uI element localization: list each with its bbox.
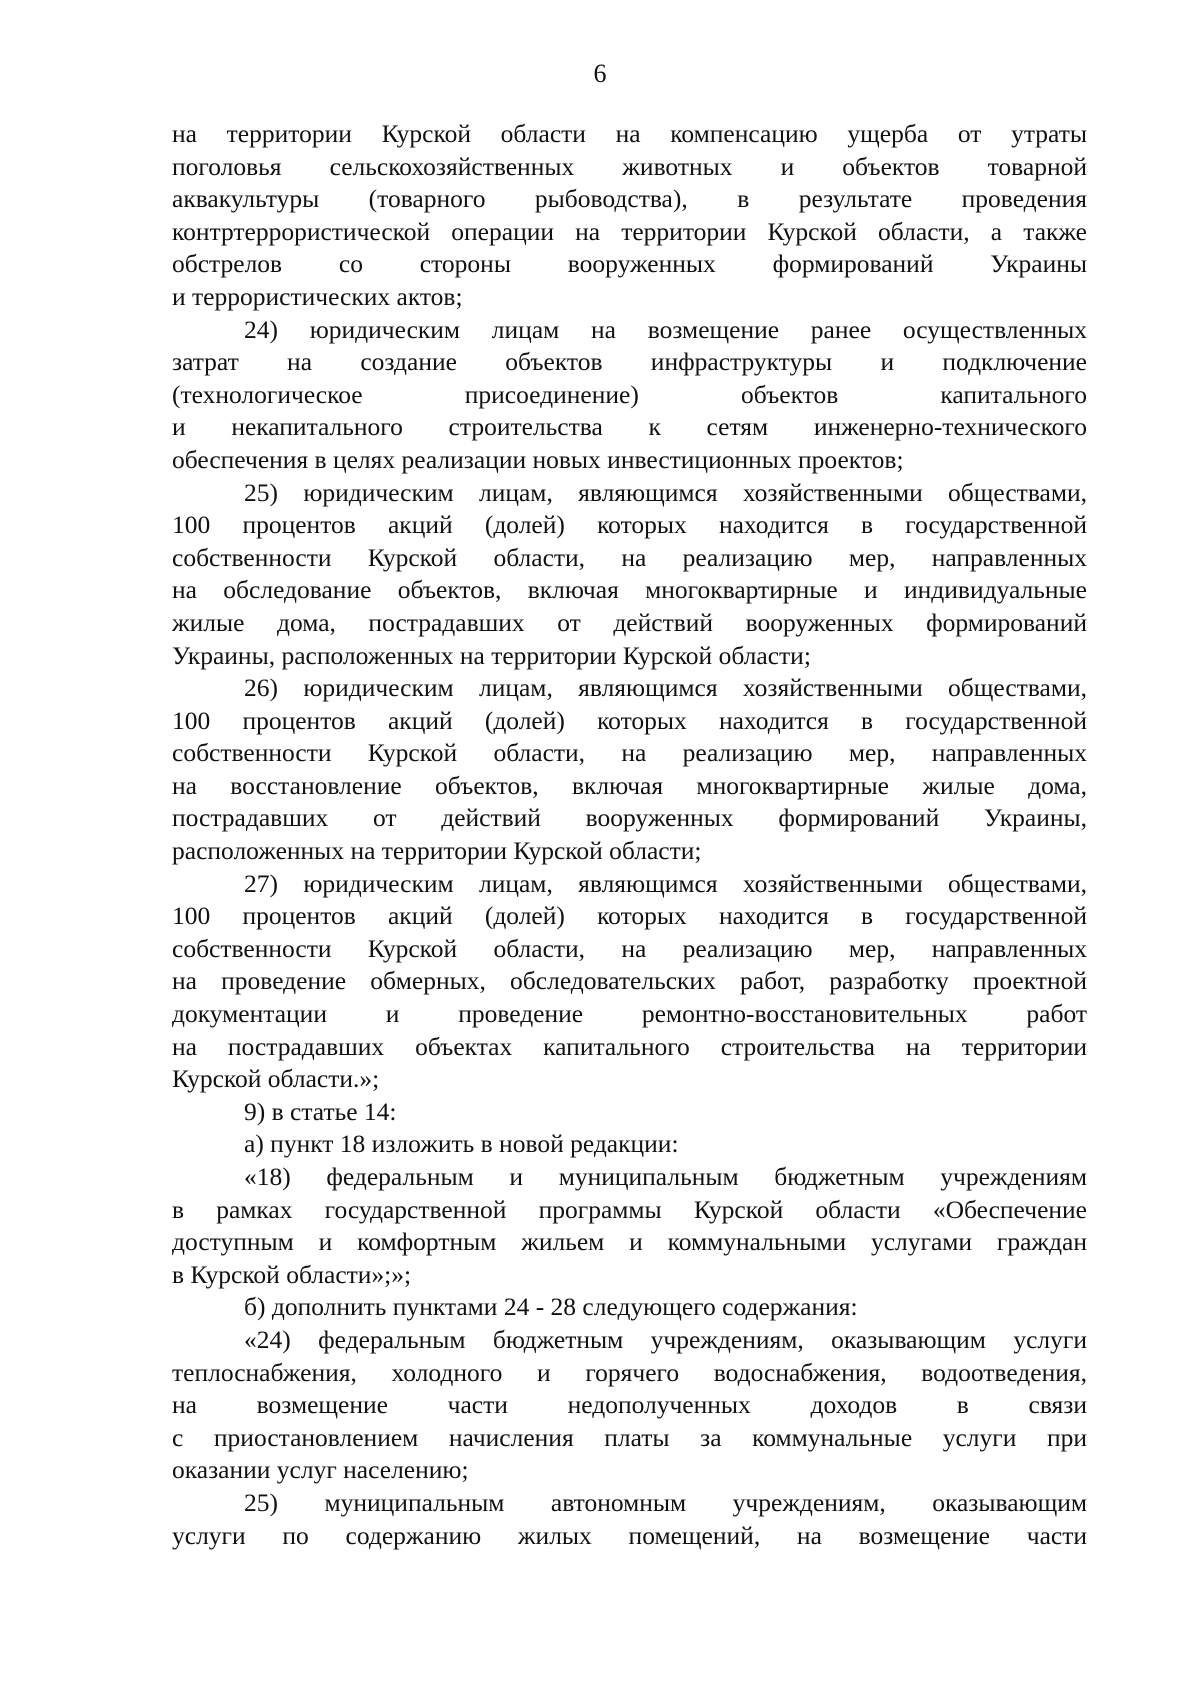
- text-line: услуги по содержанию жилых помещений, на возмещение части: [172, 1520, 1087, 1550]
- page-number: 6: [593, 59, 607, 88]
- text-line: 26) юридическим лицам, являющимся хозяйственными обществами,: [244, 673, 1087, 703]
- text-line: теплоснабжения, холодного и горячего водоснабжения, водоотведения,: [172, 1357, 1087, 1387]
- text-line: затрат на создание объектов инфраструктуры и подключение: [172, 347, 1087, 377]
- text-line: в Курской области»;»;: [172, 1259, 412, 1289]
- text-line: жилые дома, пострадавших от действий вооруженных формирований: [172, 607, 1087, 637]
- text-line: 25) муниципальным автономным учреждениям, оказывающим: [244, 1487, 1087, 1517]
- text-line: пострадавших от действий вооруженных формирований Украины,: [172, 803, 1087, 833]
- text-line: обеспечения в целях реализации новых инвестиционных проектов;: [172, 444, 904, 474]
- text-line: 27) юридическим лицам, являющимся хозяйственными обществами,: [244, 868, 1087, 898]
- text-line: аквакультуры (товарного рыбоводства), в результате проведения: [172, 184, 1087, 214]
- text-line: контртеррористической операции на территории Курской области, а также: [172, 216, 1087, 246]
- text-line: 100 процентов акций (долей) которых находится в государственной: [172, 510, 1087, 540]
- text-line: оказании услуг населению;: [172, 1455, 469, 1485]
- text-line: поголовья сельскохозяйственных животных и объектов товарной: [172, 151, 1087, 181]
- text-line: в рамках государственной программы Курской области «Обеспечение: [172, 1194, 1087, 1224]
- text-line: на пострадавших объектах капитального строительства на территории: [172, 1031, 1087, 1061]
- text-line: собственности Курской области, на реализацию мер, направленных: [172, 933, 1087, 963]
- text-line: на возмещение части недополученных доходов в связи: [172, 1390, 1087, 1420]
- text-line: Украины, расположенных на территории Курской области;: [172, 640, 811, 670]
- text-line: документации и проведение ремонтно-восстановительных работ: [172, 999, 1087, 1029]
- text-line: на обследование объектов, включая многоквартирные и индивидуальные: [172, 575, 1087, 605]
- text-line: обстрелов со стороны вооруженных формирований Украины: [172, 249, 1087, 279]
- text-line: Курской области.»;: [172, 1064, 380, 1094]
- text-line: и некапитального строительства к сетям инженерно-технического: [172, 412, 1087, 442]
- text-line: 9) в статье 14:: [244, 1096, 397, 1126]
- text-line: расположенных на территории Курской области;: [172, 836, 702, 866]
- text-line: на территории Курской области на компенсацию ущерба от утраты: [172, 119, 1087, 148]
- text-line: и террористических актов;: [172, 281, 463, 311]
- text-line: на проведение обмерных, обследовательских работ, разработку проектной: [172, 966, 1087, 996]
- document-body: [172, 118, 1087, 1552]
- text-line: с приостановлением начисления платы за коммунальные услуги при: [172, 1422, 1087, 1452]
- text-line: на восстановление объектов, включая многоквартирные жилые дома,: [172, 770, 1087, 800]
- text-line: «18) федеральным и муниципальным бюджетным учреждениям: [244, 1162, 1087, 1191]
- text-line: 100 процентов акций (долей) которых находится в государственной: [172, 901, 1087, 931]
- text-line: «24) федеральным бюджетным учреждениям, оказывающим услуги: [244, 1324, 1087, 1354]
- text-line: собственности Курской области, на реализацию мер, направленных: [172, 542, 1087, 572]
- text-line: 25) юридическим лицам, являющимся хозяйственными обществами,: [244, 477, 1087, 507]
- text-line: б) дополнить пунктами 24 - 28 следующего содержания:: [244, 1292, 858, 1322]
- text-line: доступным и комфортным жильем и коммунальными услугами граждан: [172, 1227, 1087, 1257]
- text-line: 100 процентов акций (долей) которых находится в государственной: [172, 705, 1087, 735]
- text-line: (технологическое присоединение) объектов капитального: [172, 379, 1087, 409]
- text-line: 24) юридическим лицам на возмещение ранее осуществленных: [244, 314, 1087, 344]
- text-line: собственности Курской области, на реализацию мер, направленных: [172, 738, 1087, 768]
- text-line: а) пункт 18 изложить в новой редакции:: [244, 1129, 679, 1159]
